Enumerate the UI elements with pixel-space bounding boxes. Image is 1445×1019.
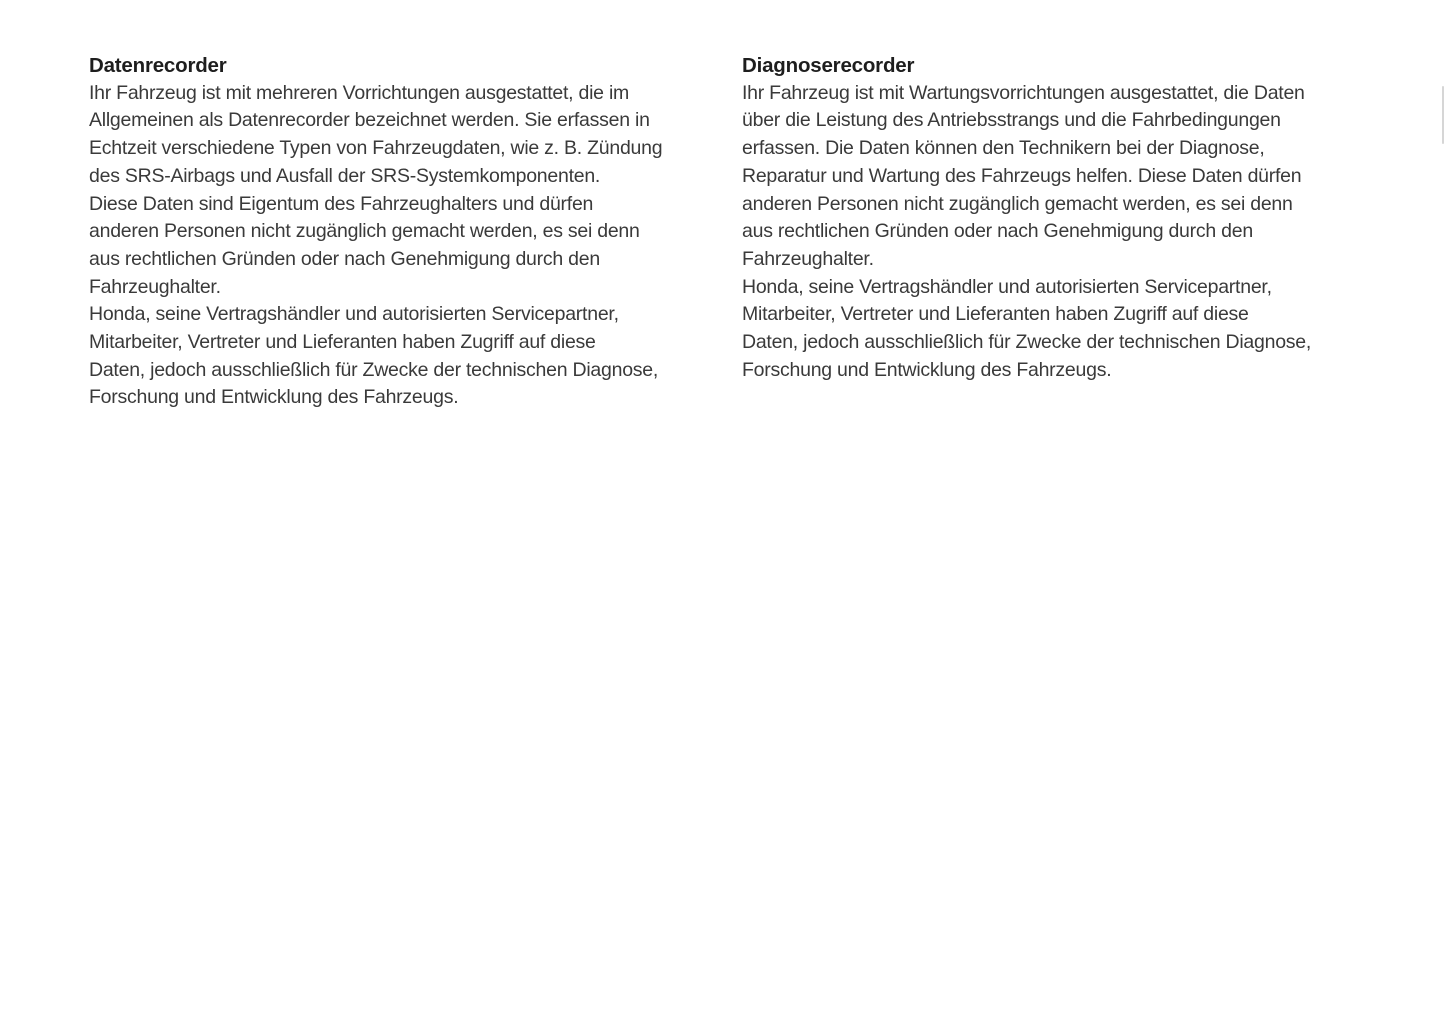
text-line: Echtzeit verschiedene Typen von Fahrzeugdaten, wie z. B. Zündung xyxy=(89,137,663,160)
text-line: Forschung und Entwicklung des Fahrzeugs. xyxy=(89,386,459,409)
section-diagnoserecorder xyxy=(742,52,1382,384)
page-edge-mark xyxy=(1442,86,1444,144)
section-heading-diagnoserecorder: Diagnoserecorder xyxy=(742,54,915,77)
text-line: anderen Personen nicht zugänglich gemacht werden, es sei denn xyxy=(742,192,1293,215)
section-heading-datenrecorder: Datenrecorder xyxy=(89,54,227,77)
text-line: Mitarbeiter, Vertreter und Lieferanten haben Zugriff auf diese xyxy=(89,331,596,354)
text-line: des SRS-Airbags und Ausfall der SRS-Systemkomponenten. xyxy=(89,164,601,187)
text-line: anderen Personen nicht zugänglich gemacht werden, es sei denn xyxy=(89,220,640,243)
text-line: Honda, seine Vertragshändler und autorisierten Servicepartner, xyxy=(89,303,619,326)
text-line: Diese Daten sind Eigentum des Fahrzeughalters und dürfen xyxy=(89,192,594,215)
text-line: Mitarbeiter, Vertreter und Lieferanten haben Zugriff auf diese xyxy=(742,303,1249,326)
section-datenrecorder xyxy=(89,52,729,412)
text-line: Fahrzeughalter. xyxy=(89,275,221,298)
text-line: Ihr Fahrzeug ist mit mehreren Vorrichtungen ausgestattet, die im xyxy=(89,81,630,104)
text-line: aus rechtlichen Gründen oder nach Genehmigung durch den xyxy=(742,220,1253,243)
text-line: Daten, jedoch ausschließlich für Zwecke der technischen Diagnose, xyxy=(89,358,659,381)
text-line: Honda, seine Vertragshändler und autorisierten Servicepartner, xyxy=(742,275,1272,298)
text-line: aus rechtlichen Gründen oder nach Genehmigung durch den xyxy=(89,247,600,270)
text-line: Fahrzeughalter. xyxy=(742,247,874,270)
text-line: Reparatur und Wartung des Fahrzeugs helfen. Diese Daten dürfen xyxy=(742,164,1302,187)
text-line: Daten, jedoch ausschließlich für Zwecke der technischen Diagnose, xyxy=(742,331,1312,354)
section-body-diagnoserecorder xyxy=(742,80,1382,385)
text-line: Allgemeinen als Datenrecorder bezeichnet werden. Sie erfassen in xyxy=(89,109,650,132)
text-line: erfassen. Die Daten können den Technikern bei der Diagnose, xyxy=(742,137,1265,160)
text-line: über die Leistung des Antriebsstrangs und die Fahrbedingungen xyxy=(742,109,1281,132)
text-line: Forschung und Entwicklung des Fahrzeugs. xyxy=(742,358,1112,381)
text-line: Ihr Fahrzeug ist mit Wartungsvorrichtungen ausgestattet, die Daten xyxy=(742,81,1305,104)
section-body-datenrecorder xyxy=(89,80,729,412)
